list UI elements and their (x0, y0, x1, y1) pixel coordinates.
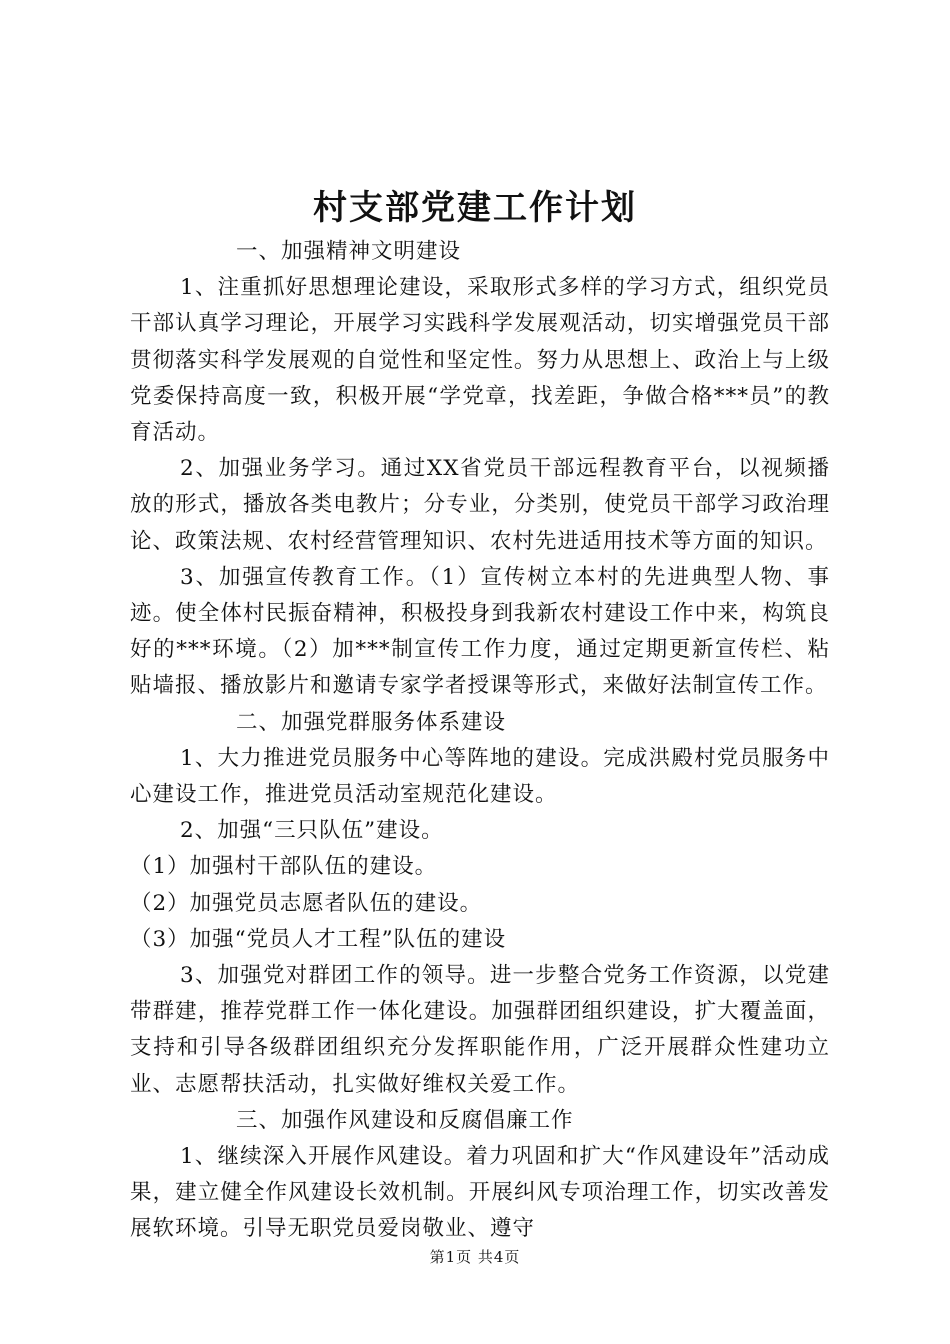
sub-item: （3）加强“党员人才工程”队伍的建设 (130, 926, 507, 952)
section-heading-2: 二、加强党群服务体系建设 (236, 709, 507, 735)
section-heading-3: 三、加强作风建设和反腐倡廉工作 (236, 1107, 574, 1133)
paragraph: 3、加强党对群团工作的领导。进一步整合党务工作资源，以党建带群建，推荐党群工作一体化建设。加强群团组织建设，扩大覆盖面，支持和引导各级群团组织充分发挥职能作用，广泛开展群众性建功立业、志愿帮扶活动，扎实做好维权关爱工作。 (130, 963, 830, 1097)
section-heading-1: 一、加强精神文明建设 (236, 239, 462, 264)
paragraph: 1、注重抓好思想理论建设，采取形式多样的学习方式，组织党员干部认真学习理论，开展学习实践科学发展观活动，切实增强党员干部贯彻落实科学发展观的自觉性和坚定性。努力从思想上、政治上与上级党委保持高度一致，积极开展“学党章，找差距，争做合格***员”的教育活动。 (130, 275, 830, 446)
paragraph: 1、继续深入开展作风建设。着力巩固和扩大“作风建设年”活动成果，建立健全作风建设长效机制。开展纠风专项治理工作，切实改善发展软环境。引导无职党员爱岗敬业、遵守 (130, 1144, 830, 1242)
document-body (130, 234, 830, 1248)
paragraph: 2、加强业务学习。通过XX省党员干部远程教育平台，以视频播放的形式，播放各类电教片；分专业，分类别，使党员干部学习政治理论、政策法规、农村经营管理知识、农村先进适用技术等方面的知识。 (130, 456, 830, 554)
paragraph: 1、大力推进党员服务中心等阵地的建设。完成洪殿村党员服务中心建设工作，推进党员活动室规范化建设。 (130, 745, 830, 808)
sub-item: （2）加强党员志愿者队伍的建设。 (130, 890, 483, 916)
sub-item: （1）加强村干部队伍的建设。 (130, 854, 438, 880)
page-number-footer: 第1页 共4页 (429, 1248, 521, 1266)
document-title: 村支部党建工作计划 (313, 188, 637, 228)
paragraph: 3、加强宣传教育工作。（1）宣传树立本村的先进典型人物、事迹。使全体村民振奋精神，积极投身到我新农村建设工作中来，构筑良好的***环境。（2）加***制宣传工作力度，通过定期更新宣传栏、粘贴墙报、播放影片和邀请专家学者授课等形式，来做好法制宣传工作。 (130, 564, 830, 699)
paragraph: 2、加强“三只队伍”建设。 (180, 818, 444, 844)
